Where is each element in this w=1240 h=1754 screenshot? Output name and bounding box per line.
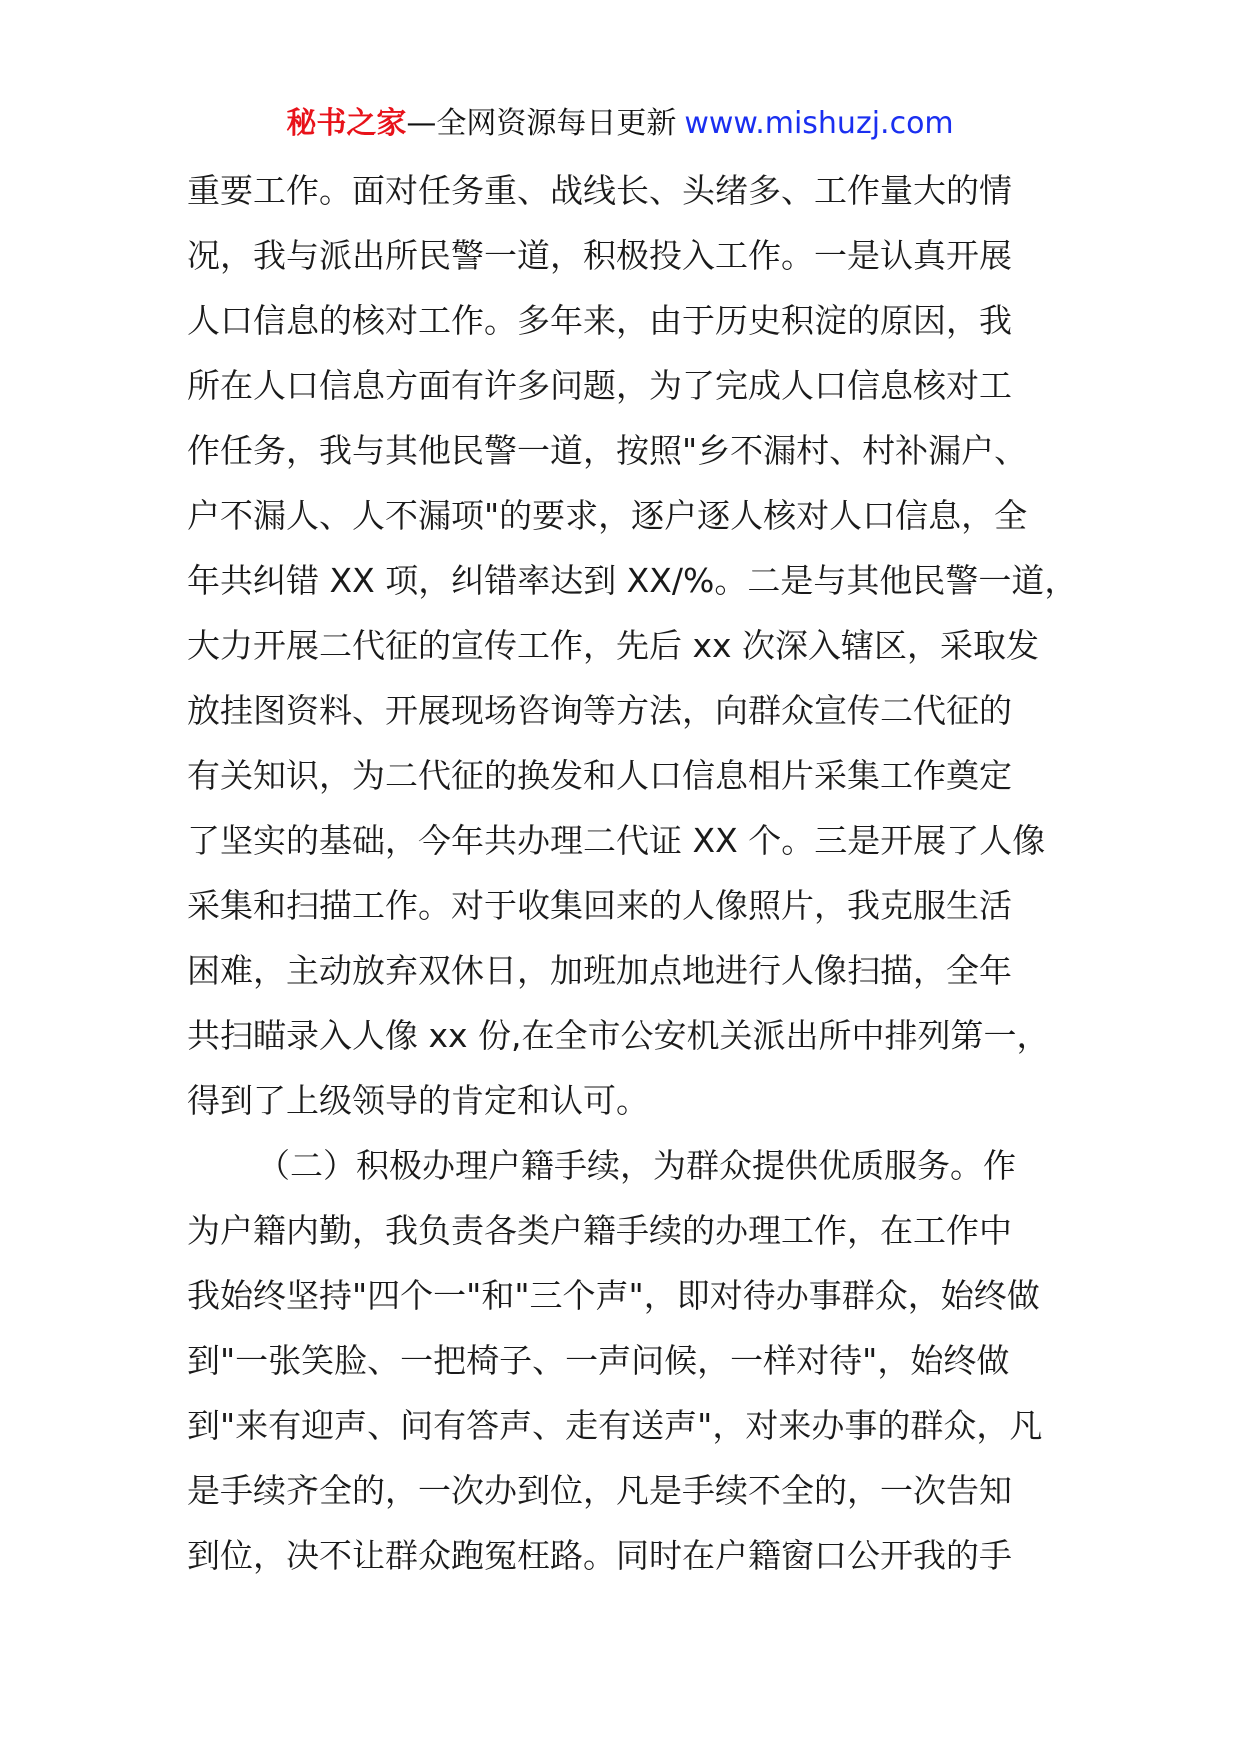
- text-line: 年共纠错 XX 项，纠错率达到 XX/%。二是与其他民警一道，: [187, 561, 1078, 600]
- text-line: 为户籍内勤，我负责各类户籍手续的办理工作，在工作中: [187, 1211, 1012, 1250]
- brand-name: 秘书之家: [286, 106, 407, 141]
- header-tagline: —全网资源每日更新: [406, 106, 677, 141]
- page-header: [0, 100, 1240, 148]
- text-line: 采集和扫描工作。对于收集回来的人像照片，我克服生活: [187, 886, 1012, 925]
- text-line: 户不漏人、人不漏项"的要求，逐户逐人核对人口信息，全: [187, 496, 1028, 535]
- text-line: 我始终坚持"四个一"和"三个声"，即对待办事群众，始终做: [187, 1276, 1040, 1315]
- text-line: 况，我与派出所民警一道，积极投入工作。一是认真开展: [187, 236, 1012, 275]
- text-line: 所在人口信息方面有许多问题，为了完成人口信息核对工: [187, 366, 1012, 405]
- text-line: 到位，决不让群众跑冤枉路。同时在户籍窗口公开我的手: [187, 1536, 1012, 1575]
- text-line: 放挂图资料、开展现场咨询等方法，向群众宣传二代征的: [187, 691, 1012, 730]
- text-line: 人口信息的核对工作。多年来，由于历史积淀的原因，我: [187, 301, 1012, 340]
- site-url-link[interactable]: www.mishuzj.com: [684, 106, 954, 141]
- text-line: 到"一张笑脸、一把椅子、一声问候，一样对待"，始终做: [187, 1341, 1010, 1380]
- text-line: 作任务，我与其他民警一道，按照"乡不漏村、村补漏户、: [187, 431, 1028, 470]
- text-line: 大力开展二代征的宣传工作，先后 xx 次深入辖区，采取发: [187, 626, 1040, 665]
- text-line: 重要工作。面对任务重、战线长、头绪多、工作量大的情: [187, 171, 1012, 210]
- text-line: 共扫瞄录入人像 xx 份,在全市公安机关派出所中排列第一，: [187, 1016, 1050, 1055]
- text-line: 到"来有迎声、问有答声、走有送声"，对来办事的群众，凡: [187, 1406, 1043, 1445]
- text-line: 了坚实的基础，今年共办理二代证 XX 个。三是开展了人像: [187, 821, 1046, 860]
- section-heading-line: （二）积极办理户籍手续，为群众提供优质服务。作: [257, 1146, 1016, 1185]
- text-line: 是手续齐全的，一次办到位，凡是手续不全的，一次告知: [187, 1471, 1012, 1510]
- text-line: 有关知识，为二代征的换发和人口信息相片采集工作奠定: [187, 756, 1012, 795]
- text-line: 困难，主动放弃双休日，加班加点地进行人像扫描，全年: [187, 951, 1012, 990]
- document-body: [187, 158, 1078, 1588]
- text-line: 得到了上级领导的肯定和认可。: [187, 1081, 649, 1120]
